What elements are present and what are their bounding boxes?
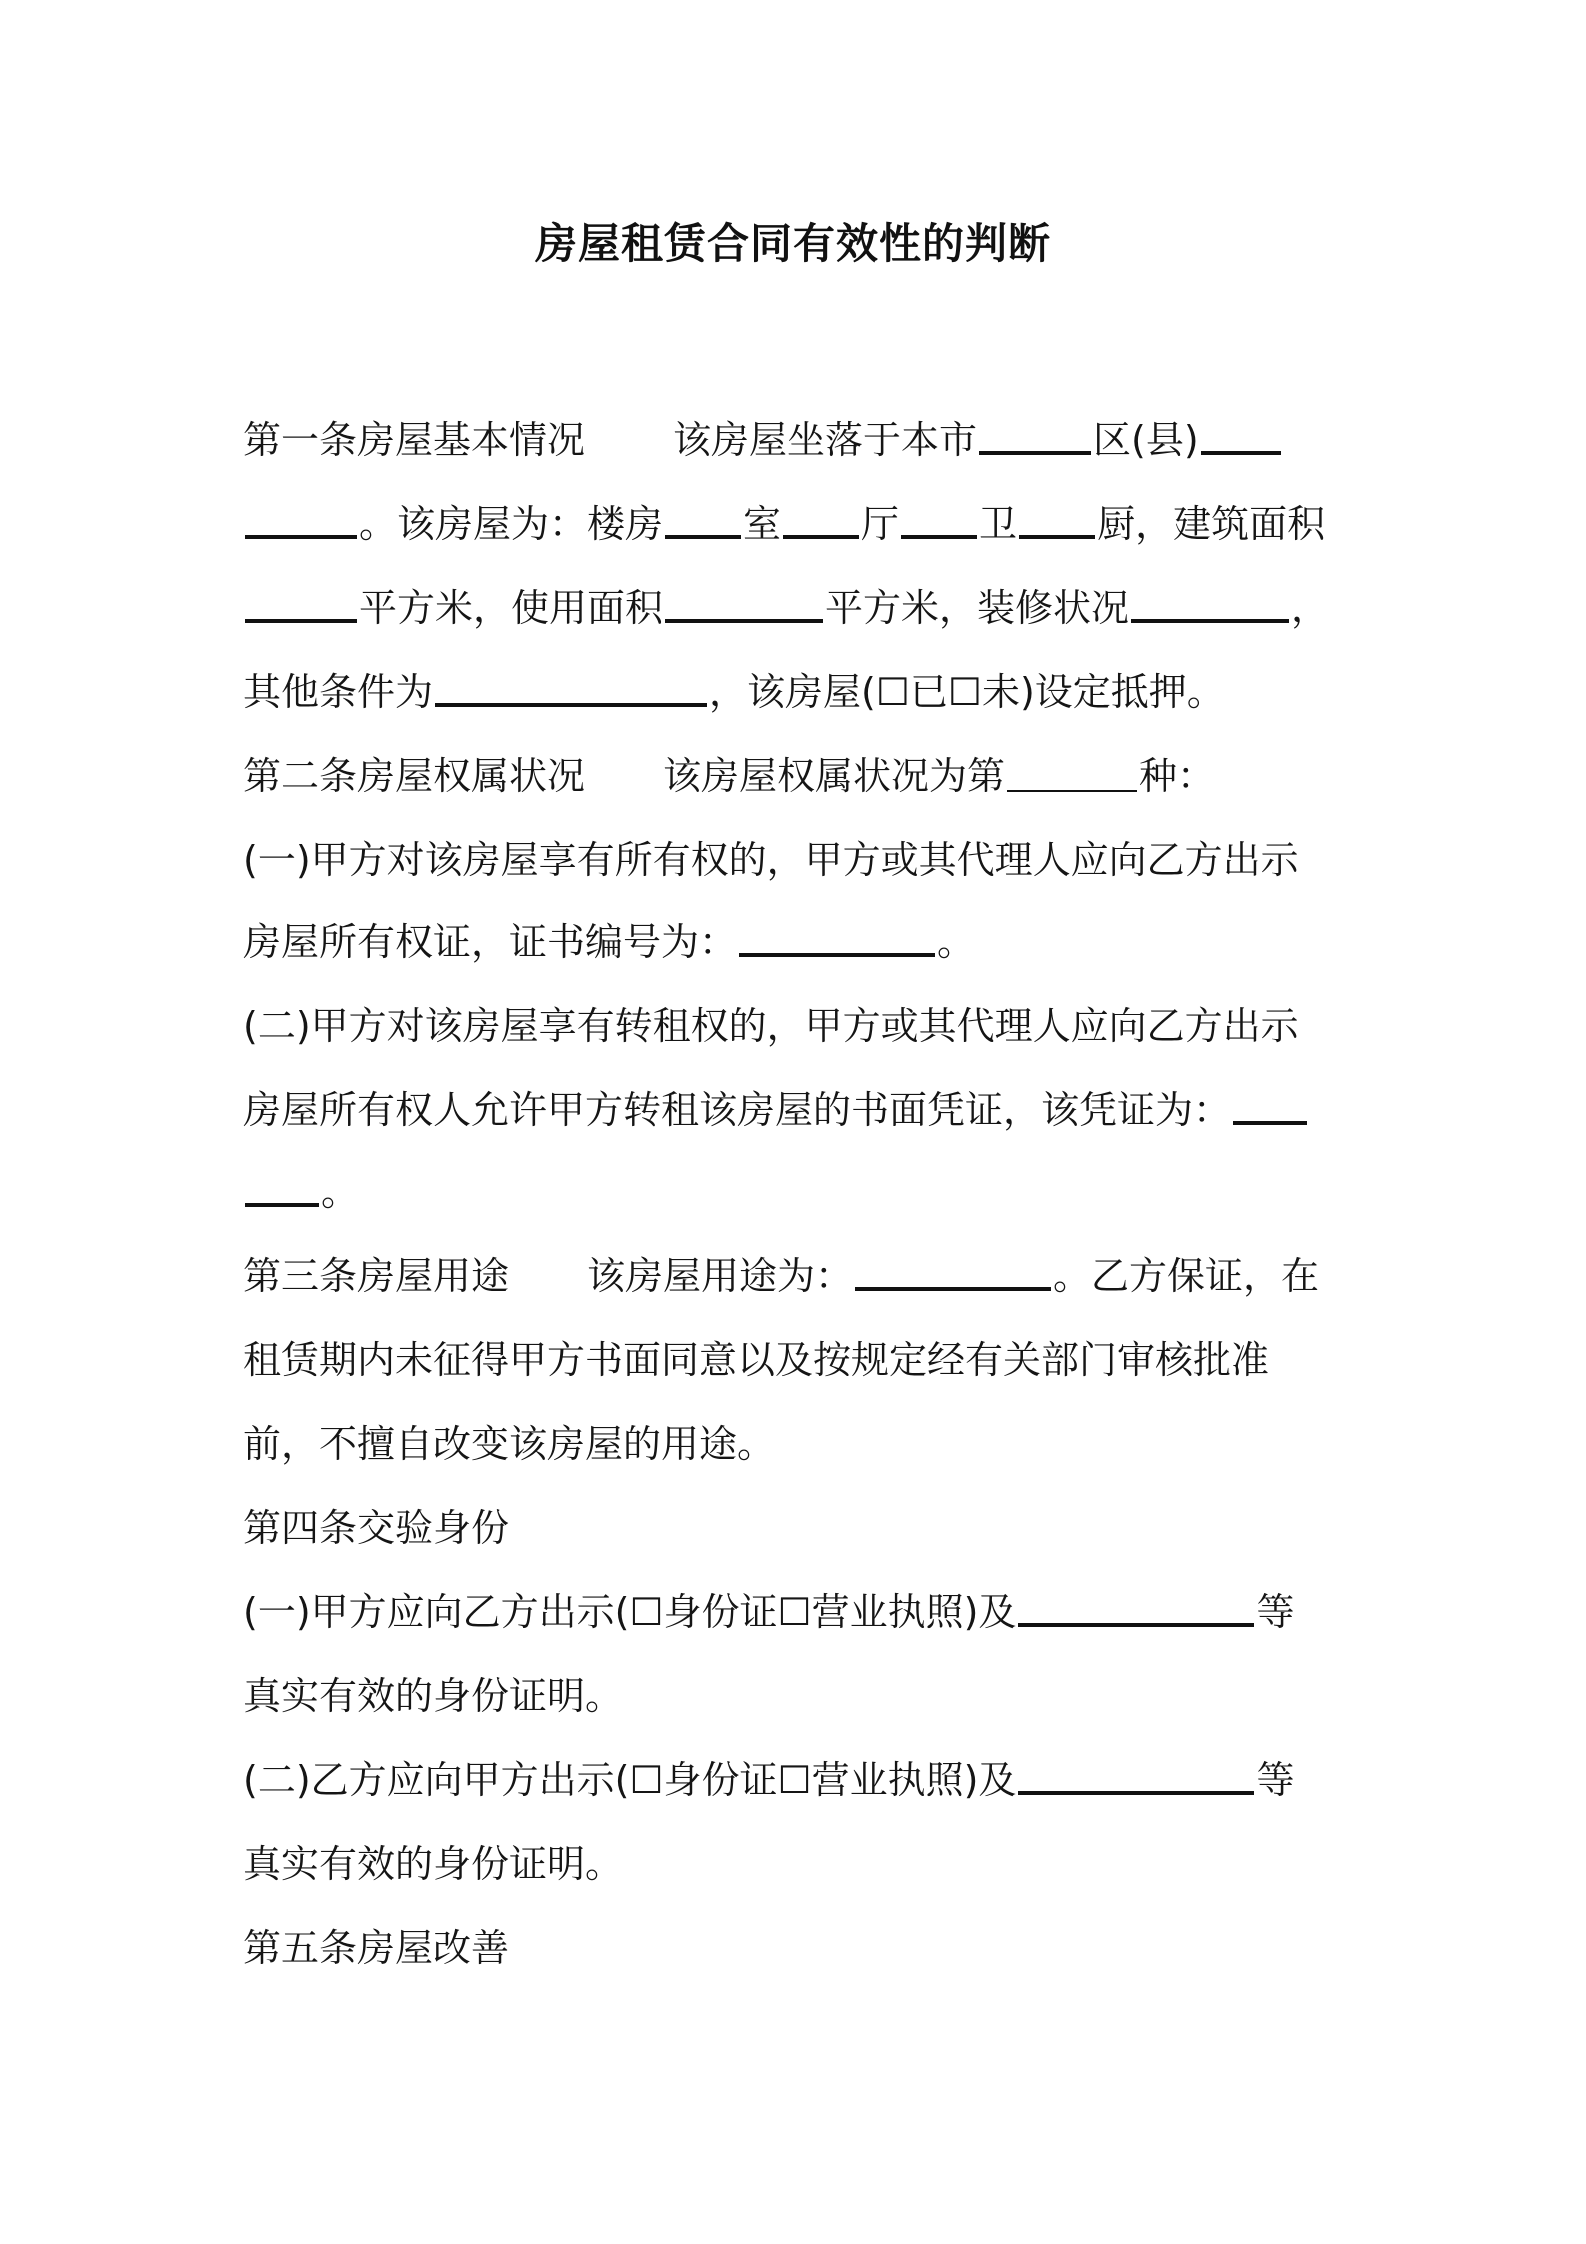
document-line — [243, 1162, 359, 1222]
line-text: 厨，建筑面积 — [1097, 502, 1326, 546]
blank-fill-line — [783, 535, 859, 539]
blank-fill-line — [665, 619, 823, 623]
document-line — [243, 1498, 509, 1558]
blank-fill-line — [979, 451, 1091, 455]
document-line — [243, 1080, 1309, 1140]
document-line — [243, 1834, 623, 1894]
line-text: 第四条交验身份 — [243, 1506, 510, 1550]
line-text: (一)甲方对该房屋享有所有权的，甲方或其代理人应向乙方出示 — [243, 838, 1299, 882]
line-text: 第三条房屋用途 — [243, 1254, 510, 1298]
line-text: 等 — [1256, 1758, 1295, 1802]
line-text: 平方米，使用面积 — [359, 586, 664, 630]
line-text: 卫 — [979, 502, 1018, 546]
line-text: 第二条房屋权属状况 — [243, 754, 586, 798]
line-text: 。 — [937, 920, 976, 964]
line-text: 该房屋用途为： — [587, 1254, 854, 1298]
line-text: 。该房屋为：楼房 — [359, 502, 664, 546]
blank-fill-line — [1019, 535, 1095, 539]
line-text: 种： — [1139, 754, 1216, 798]
blank-fill-line — [1201, 451, 1281, 455]
line-text: 区(县) — [1093, 418, 1199, 462]
document-line — [243, 578, 1329, 638]
line-text: 该房屋坐落于本市 — [673, 418, 978, 462]
line-text: 前，不擅自改变该房屋的用途。 — [243, 1422, 776, 1466]
line-text: 第五条房屋改善 — [243, 1926, 510, 1970]
document-line — [243, 830, 1299, 890]
line-text: 真实有效的身份证明。 — [243, 1674, 624, 1718]
line-text: 。 — [321, 1170, 360, 1214]
blank-fill-line — [1007, 790, 1137, 792]
line-text: 其他条件为 — [243, 670, 434, 714]
line-text: (二)乙方应向甲方出示(☐身份证☐营业执照)及 — [243, 1758, 1017, 1802]
line-text: 平方米，装修状况 — [825, 586, 1130, 630]
document-line — [243, 1414, 775, 1474]
document-line — [243, 746, 1215, 806]
document-line — [243, 1582, 1294, 1642]
document-title: 房屋租赁合同有效性的判断 — [534, 219, 1051, 268]
line-text: 房屋所有权证，证书编号为： — [243, 920, 738, 964]
line-text: 该房屋权属状况为第 — [663, 754, 1006, 798]
blank-fill-line — [435, 703, 707, 707]
blank-fill-line — [245, 1203, 319, 1207]
document-line — [243, 996, 1299, 1056]
document-line — [243, 494, 1325, 554]
blank-fill-line — [245, 619, 357, 623]
blank-fill-line — [1018, 1623, 1254, 1627]
blank-fill-line — [665, 535, 741, 539]
blank-fill-line — [1233, 1121, 1307, 1125]
blank-fill-line — [1018, 1791, 1254, 1795]
line-text: 第一条房屋基本情况 — [243, 418, 586, 462]
blank-fill-line — [1131, 619, 1289, 623]
line-text: 室 — [743, 502, 782, 546]
line-text: ， — [1291, 586, 1330, 630]
document-line — [243, 410, 1283, 470]
document-line — [243, 662, 1225, 722]
line-text: (一)甲方应向乙方出示(☐身份证☐营业执照)及 — [243, 1590, 1017, 1634]
line-text: 等 — [1256, 1590, 1295, 1634]
line-text: 。乙方保证，在 — [1053, 1254, 1320, 1298]
line-text: (二)甲方对该房屋享有转租权的，甲方或其代理人应向乙方出示 — [243, 1004, 1299, 1048]
line-text: 真实有效的身份证明。 — [243, 1842, 624, 1886]
document-line — [243, 1330, 1269, 1390]
document-line — [243, 912, 975, 972]
document-line — [243, 1918, 509, 1978]
line-text: 厅 — [861, 502, 900, 546]
blank-fill-line — [739, 953, 935, 957]
document-line — [243, 1666, 623, 1726]
line-text: ，该房屋(☐已☐未)设定抵押。 — [709, 670, 1225, 714]
document-line — [243, 1750, 1294, 1810]
document-line — [243, 1246, 1319, 1306]
line-text: 租赁期内未征得甲方书面同意以及按规定经有关部门审核批准 — [243, 1338, 1270, 1382]
blank-fill-line — [245, 535, 357, 539]
blank-fill-line — [855, 1287, 1051, 1291]
blank-fill-line — [901, 535, 977, 539]
line-text: 房屋所有权人允许甲方转租该房屋的书面凭证，该凭证为： — [243, 1088, 1232, 1132]
